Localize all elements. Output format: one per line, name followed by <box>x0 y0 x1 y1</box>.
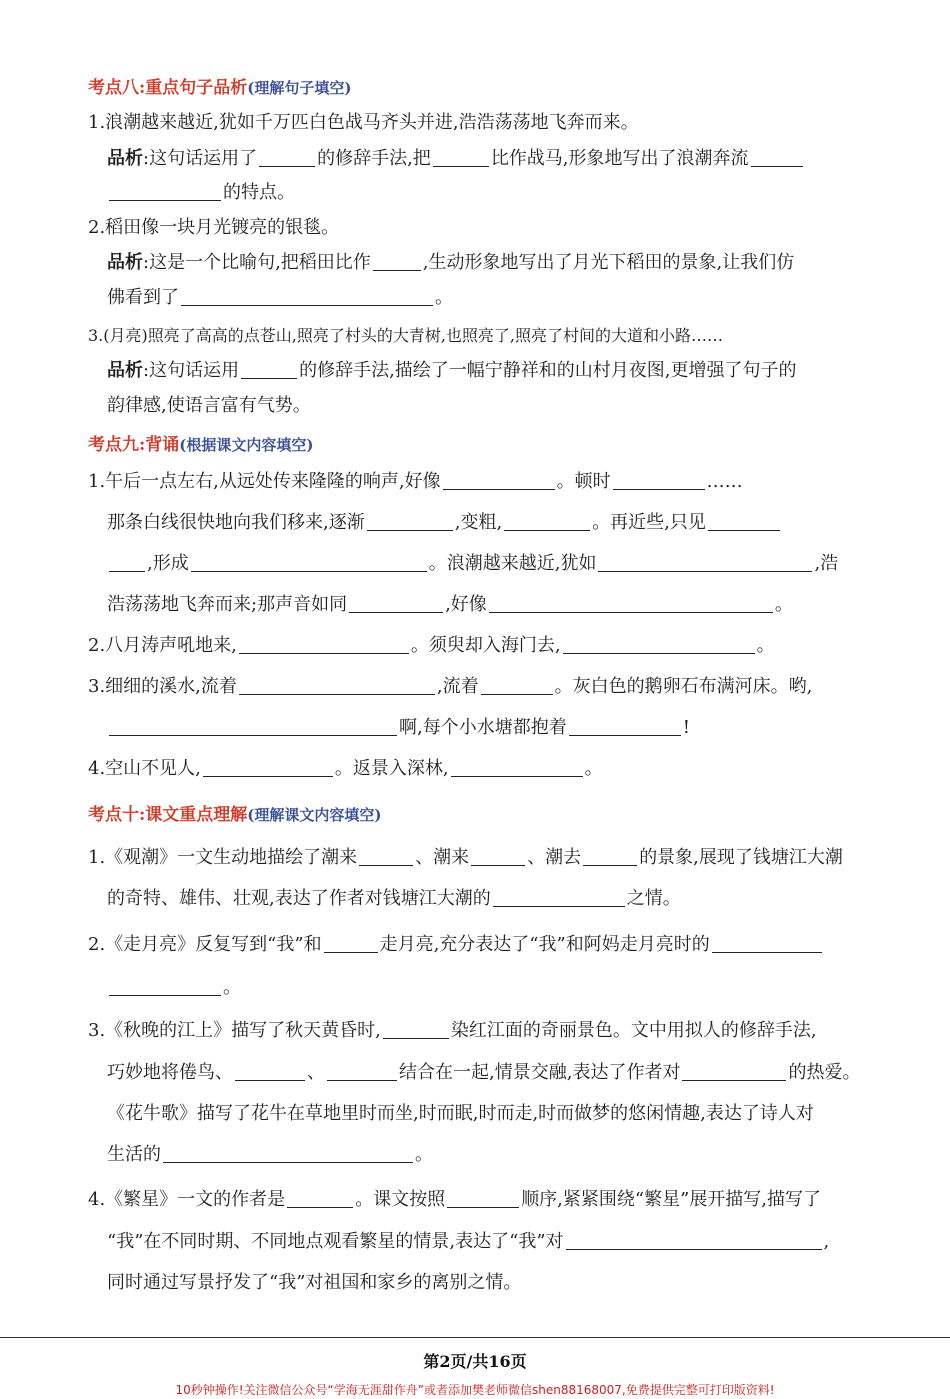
question-8-2: 2.稻田像一块月光镀亮的银毯。 <box>88 217 340 238</box>
fill-blank[interactable] <box>287 1189 353 1208</box>
fill-blank[interactable] <box>712 934 822 953</box>
question-10-3-c: 《花牛歌》描写了花牛在草地里时而坐,时而眠,时而走,时而做梦的悠闲情趣,表达了诗人对 <box>107 1103 814 1124</box>
section-title-text: 考点八:重点句子品析 <box>88 78 248 98</box>
section-subtitle: (理解句子填空) <box>247 79 352 97</box>
question-9-1-b: 那条白线很快地向我们移来,逐渐 ,变粗, 。再近些,只见 <box>107 510 880 536</box>
answer-8-3: 品析:这句话运用 的修辞手法,描绘了一幅宁静祥和的山村月夜图,更增强了句子的 <box>107 360 797 381</box>
fill-blank[interactable] <box>598 553 812 572</box>
fill-blank[interactable] <box>109 977 221 996</box>
fill-blank[interactable] <box>433 148 489 167</box>
question-10-4-c: 同时通过写景抒发了“我”对祖国和家乡的离别之情。 <box>107 1272 522 1293</box>
fill-blank[interactable] <box>327 1062 397 1081</box>
answer-8-1-cont: 的特点。 <box>107 180 880 206</box>
question-10-2-b: 。 <box>107 975 880 1001</box>
fill-blank[interactable] <box>181 287 433 306</box>
question-10-3-d: 生活的 。 <box>107 1144 433 1165</box>
promo-banner: 10秒钟操作!关注微信公众号“学海无涯甜作舟”或者添加樊老师微信shen88168007,免费提供完整可打印版资料! <box>175 1383 775 1397</box>
answer-8-3-cont: 韵律感,使语言富有气势。 <box>107 395 311 416</box>
question-10-3: 3.《秋晚的江上》描写了秋天黄昏时, 染红江面的奇丽景色。文中用拟人的修辞手法, <box>88 1020 817 1041</box>
question-10-4: 4.《繁星》一文的作者是 。课文按照 顺序,紧紧围绕“繁星”展开描写,描写了 <box>88 1189 822 1210</box>
fill-blank[interactable] <box>349 594 443 613</box>
question-10-1: 1.《观潮》一文生动地描绘了潮来 、潮来 、潮去 的景象,展现了钱塘江大潮 <box>88 847 843 868</box>
fill-blank[interactable] <box>259 148 315 167</box>
section-title-10: 考点十:课文重点理解(理解课文内容填空) <box>88 805 382 825</box>
question-9-1: 1.午后一点左右,从远处传来隆隆的响声,好像 。顿时 …… <box>88 471 743 492</box>
question-9-3-b: 啊,每个小水塘都抱着 ! <box>107 715 880 741</box>
question-10-3-b: 巧妙地将倦鸟、 、 结合在一起,情景交融,表达了作者对 的热爱。 <box>107 1062 861 1083</box>
answer-8-2: 品析:这是一个比喻句,把稻田比作 ,生动形象地写出了月光下稻田的景象,让我们仿 <box>107 252 795 273</box>
fill-blank[interactable] <box>109 717 397 736</box>
fill-blank[interactable] <box>493 888 625 907</box>
question-10-4-b: “我”在不同时期、不同地点观看繁星的情景,表达了“我”对 , <box>107 1231 830 1252</box>
fill-blank[interactable] <box>373 252 421 271</box>
fill-blank[interactable] <box>569 717 681 736</box>
analysis-label: 品析 <box>107 148 143 169</box>
fill-blank[interactable] <box>109 553 145 572</box>
question-8-1: 1.浪潮越来越近,犹如千万匹白色战马齐头并进,浩浩荡荡地飞奔而来。 <box>88 112 639 133</box>
question-8-3: 3.(月亮)照亮了高高的点苍山,照亮了村头的大青树,也照亮了,照亮了村间的大道和小路…… <box>88 326 724 345</box>
fill-blank[interactable] <box>109 182 221 201</box>
fill-blank[interactable] <box>751 148 803 167</box>
fill-blank[interactable] <box>471 847 525 866</box>
answer-8-2-cont: 佛看到了 。 <box>107 287 453 308</box>
question-10-1-b: 的奇特、雄伟、壮观,表达了作者对钱塘江大潮的 之情。 <box>107 888 681 909</box>
fill-blank[interactable] <box>359 847 413 866</box>
question-9-3: 3.细细的溪水,流着 ,流着 。灰白色的鹅卵石布满河床。哟, <box>88 676 813 697</box>
fill-blank[interactable] <box>481 676 553 695</box>
section-title-8 <box>88 76 351 100</box>
fill-blank[interactable] <box>583 847 637 866</box>
fill-blank[interactable] <box>451 758 583 777</box>
fill-blank[interactable] <box>241 360 297 379</box>
fill-blank[interactable] <box>191 553 427 572</box>
question-9-1-c: ,形成 。浪潮越来越近,犹如 ,浩 <box>107 551 880 577</box>
fill-blank[interactable] <box>239 635 409 654</box>
question-9-2: 2.八月涛声吼地来, 。须臾却入海门去, 。 <box>88 635 775 656</box>
fill-blank[interactable] <box>383 1020 449 1039</box>
section-title-9: 考点九:背诵(根据课文内容填空) <box>88 435 314 455</box>
question-9-4: 4.空山不见人, 。返景入深林, 。 <box>88 758 603 779</box>
fill-blank[interactable] <box>708 512 780 531</box>
fill-blank[interactable] <box>235 1062 305 1081</box>
question-10-2: 2.《走月亮》反复写到“我”和 走月亮,充分表达了“我”和阿妈走月亮时的 <box>88 932 880 958</box>
fill-blank[interactable] <box>563 635 755 654</box>
fill-blank[interactable] <box>682 1062 786 1081</box>
fill-blank[interactable] <box>443 471 555 490</box>
fill-blank[interactable] <box>367 512 453 531</box>
question-9-1-d: 浩荡荡地飞奔而来;那声音如同 ,好像 。 <box>107 594 793 615</box>
answer-8-1: 品析:这句话运用了 的修辞手法,把 比作战马,形象地写出了浪潮奔流 <box>107 146 880 172</box>
fill-blank[interactable] <box>324 934 378 953</box>
fill-blank[interactable] <box>489 594 773 613</box>
footer-divider <box>0 1337 950 1338</box>
fill-blank[interactable] <box>566 1231 822 1250</box>
fill-blank[interactable] <box>447 1189 519 1208</box>
page-number: 第2页/共16页 <box>423 1352 527 1371</box>
fill-blank[interactable] <box>203 758 333 777</box>
fill-blank[interactable] <box>163 1144 413 1163</box>
fill-blank[interactable] <box>239 676 435 695</box>
fill-blank[interactable] <box>613 471 705 490</box>
fill-blank[interactable] <box>504 512 590 531</box>
